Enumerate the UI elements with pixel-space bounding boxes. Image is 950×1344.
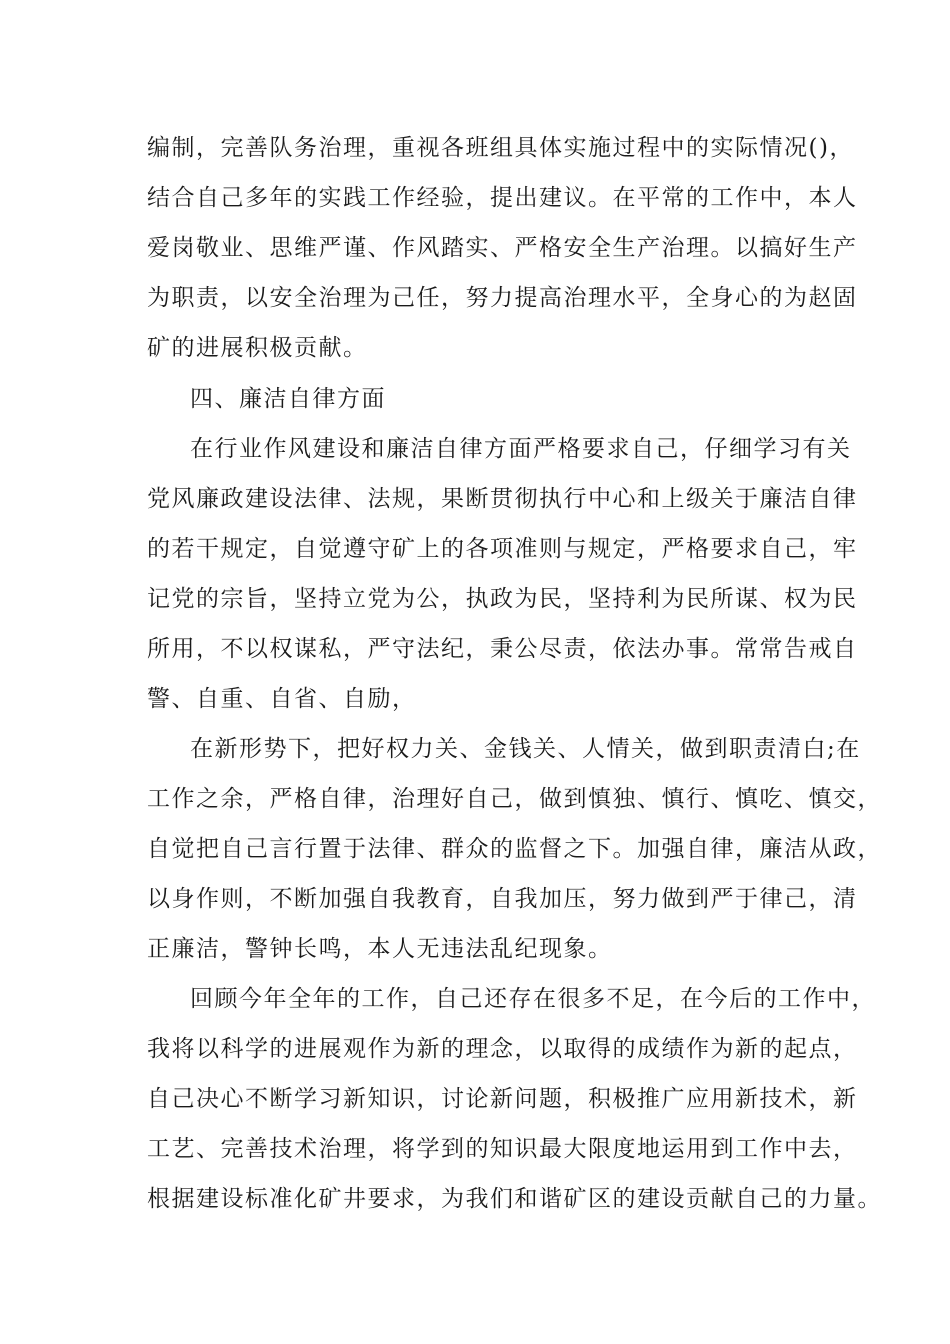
body-text-line: 在行业作风建设和廉洁自律方面严格要求自己，仔细学习有关 (190, 436, 852, 462)
body-text-line: 回顾今年全年的工作，自己还存在很多不足，在今后的工作中， (190, 986, 876, 1012)
body-text-line: 矿的进展积极贡献。 (147, 335, 368, 361)
section-heading: 四、廉洁自律方面 (190, 386, 386, 412)
body-text-line: 编制，完善队务治理，重视各班组具体实施过程中的实际情况()， (147, 135, 854, 161)
body-text-line: 正廉洁，警钟长鸣，本人无违法乱纪现象。 (147, 936, 613, 962)
body-text-line: 在新形势下，把好权力关、金钱关、人情关，做到职责清白;在 (190, 736, 861, 762)
body-text-line: 为职责，以安全治理为己任，努力提高治理水平，全身心的为赵固 (147, 285, 858, 311)
body-text-line: 警、自重、自省、自励， (147, 686, 417, 712)
body-text-line: 所用，不以权谋私，严守法纪，秉公尽责，依法办事。常常告戒自 (147, 636, 858, 662)
body-text-line: 自觉把自己言行置于法律、群众的监督之下。加强自律，廉洁从政， (147, 836, 882, 862)
body-text-line: 我将以科学的进展观作为新的理念，以取得的成绩作为新的起点， (147, 1036, 858, 1062)
body-text-line: 根据建设标准化矿井要求，为我们和谐矿区的建设贡献自己的力量。 (147, 1186, 882, 1212)
body-text-line: 结合自己多年的实践工作经验，提出建议。在平常的工作中，本人 (147, 185, 858, 211)
body-text-line: 以身作则，不断加强自我教育，自我加压，努力做到严于律己，清 (147, 886, 858, 912)
body-text-line: 工作之余，严格自律，治理好自己，做到慎独、慎行、慎吃、慎交， (147, 786, 882, 812)
body-text-line: 自己决心不断学习新知识，讨论新问题，积极推广应用新技术，新 (147, 1086, 858, 1112)
body-text-line: 记党的宗旨，坚持立党为公，执政为民，坚持利为民所谋、权为民 (147, 586, 858, 612)
body-text-line: 工艺、完善技术治理，将学到的知识最大限度地运用到工作中去， (147, 1136, 858, 1162)
body-text-line: 的若干规定，自觉遵守矿上的各项准则与规定，严格要求自己，牢 (147, 536, 858, 562)
body-text-line: 党风廉政建设法律、法规，果断贯彻执行中心和上级关于廉洁自律 (147, 486, 858, 512)
body-text-line: 爱岗敬业、思维严谨、作风踏实、严格安全生产治理。以搞好生产 (147, 235, 858, 261)
